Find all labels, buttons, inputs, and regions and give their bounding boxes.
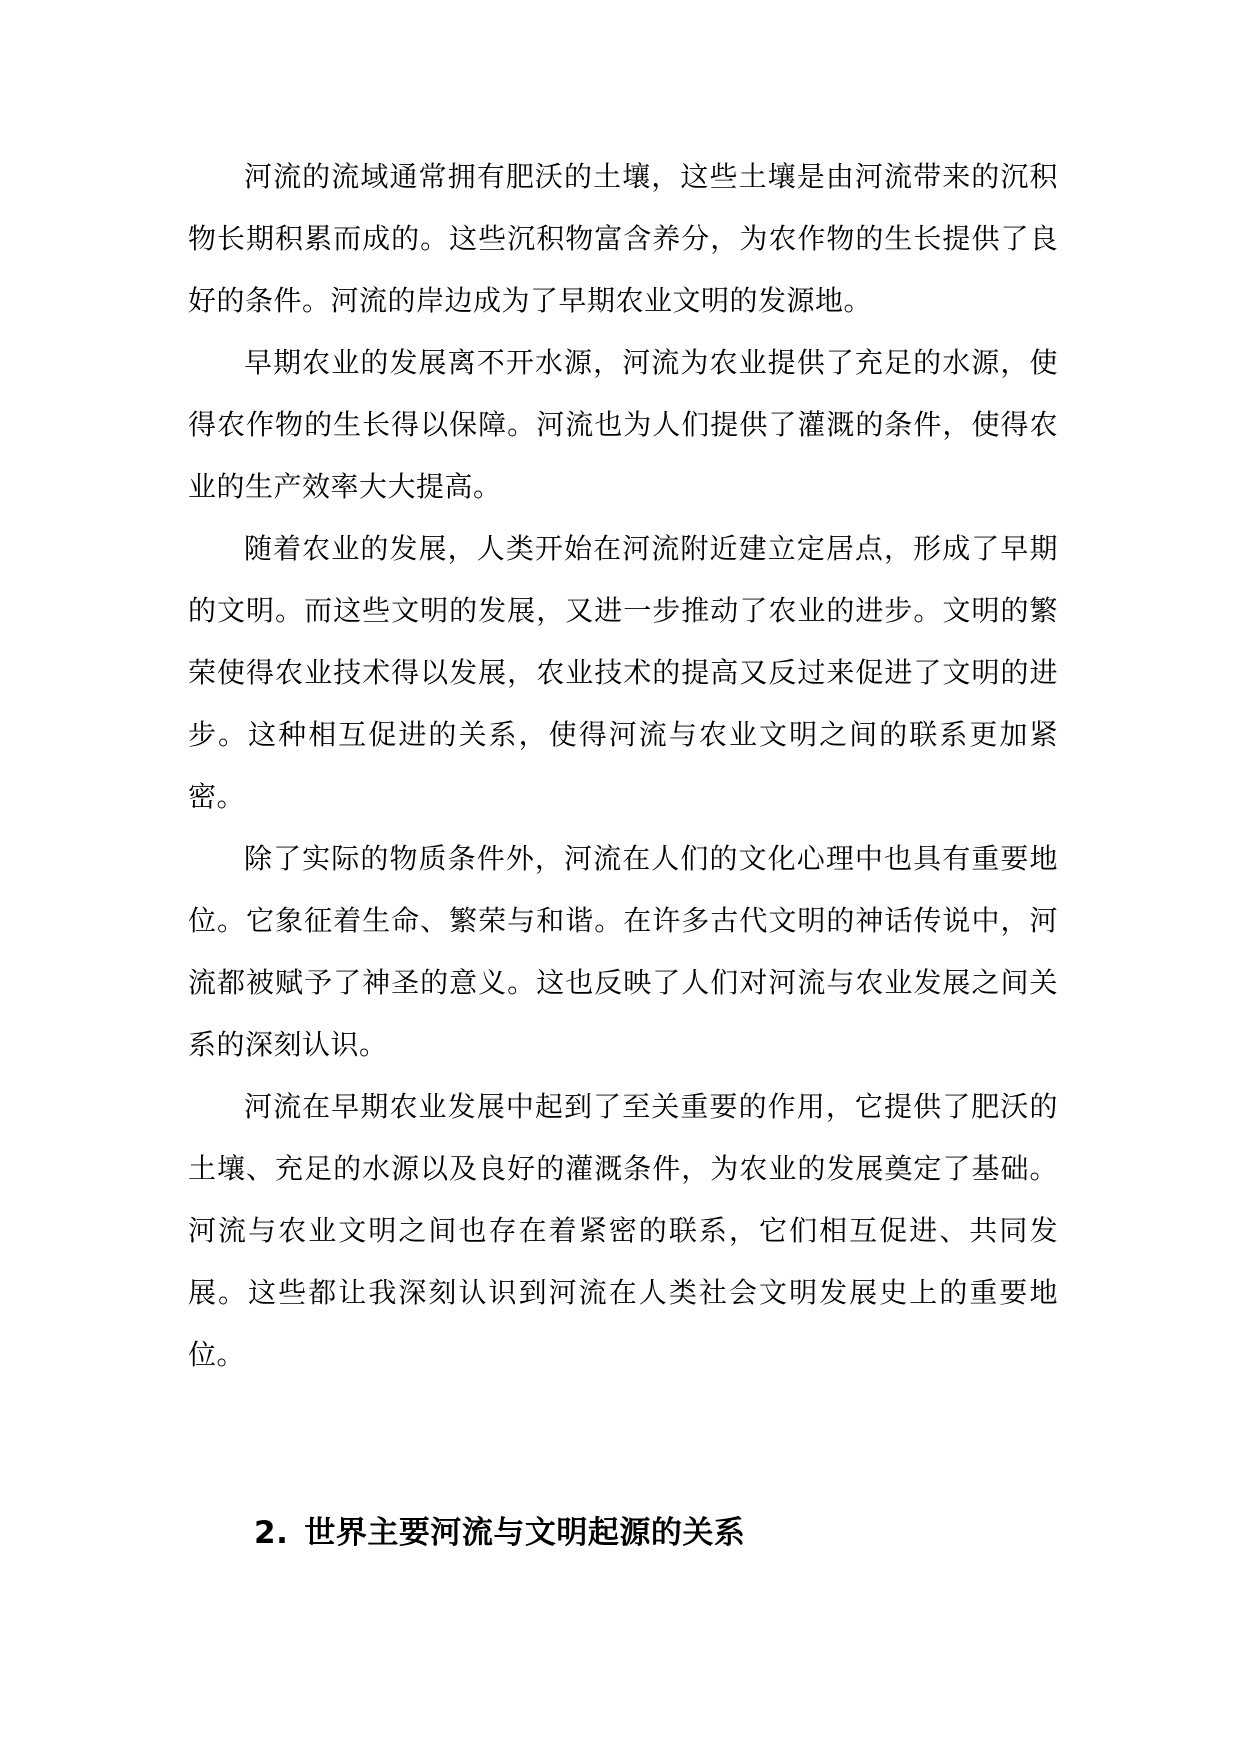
paragraph: 随着农业的发展，人类开始在河流附近建立定居点，形成了早期的文明。而这些文明的发展，又进一步推动了农业的进步。文明的繁荣使得农业技术得以发展，农业技术的提高又反过来促进了文明的进步。这种相互促进的关系，使得河流与农业文明之间的联系更加紧密。 <box>188 532 1058 813</box>
section-title: 世界主要河流与文明起源的关系 <box>304 1515 746 1551</box>
section-heading <box>254 1511 745 1555</box>
paragraph: 早期农业的发展离不开水源，河流为农业提供了充足的水源，使得农作物的生长得以保障。河流也为人们提供了灌溉的条件，使得农业的生产效率大大提高。 <box>188 346 1058 503</box>
paragraph: 河流在早期农业发展中起到了至关重要的作用，它提供了肥沃的土壤、充足的水源以及良好的灌溉条件，为农业的发展奠定了基础。河流与农业文明之间也存在着紧密的联系，它们相互促进、共同发展。这些都让我深刻认识到河流在人类社会文明发展史上的重要地位。 <box>188 1090 1058 1371</box>
body-text <box>188 146 1058 1386</box>
paragraph: 除了实际的物质条件外，河流在人们的文化心理中也具有重要地位。它象征着生命、繁荣与和谐。在许多古代文明的神话传说中，河流都被赋予了神圣的意义。这也反映了人们对河流与农业发展之间关系的深刻认识。 <box>188 842 1058 1061</box>
section-number: 2. <box>254 1515 289 1551</box>
paragraph: 河流的流域通常拥有肥沃的土壤，这些土壤是由河流带来的沉积物长期积累而成的。这些沉积物富含养分，为农作物的生长提供了良好的条件。河流的岸边成为了早期农业文明的发源地。 <box>188 160 1058 317</box>
